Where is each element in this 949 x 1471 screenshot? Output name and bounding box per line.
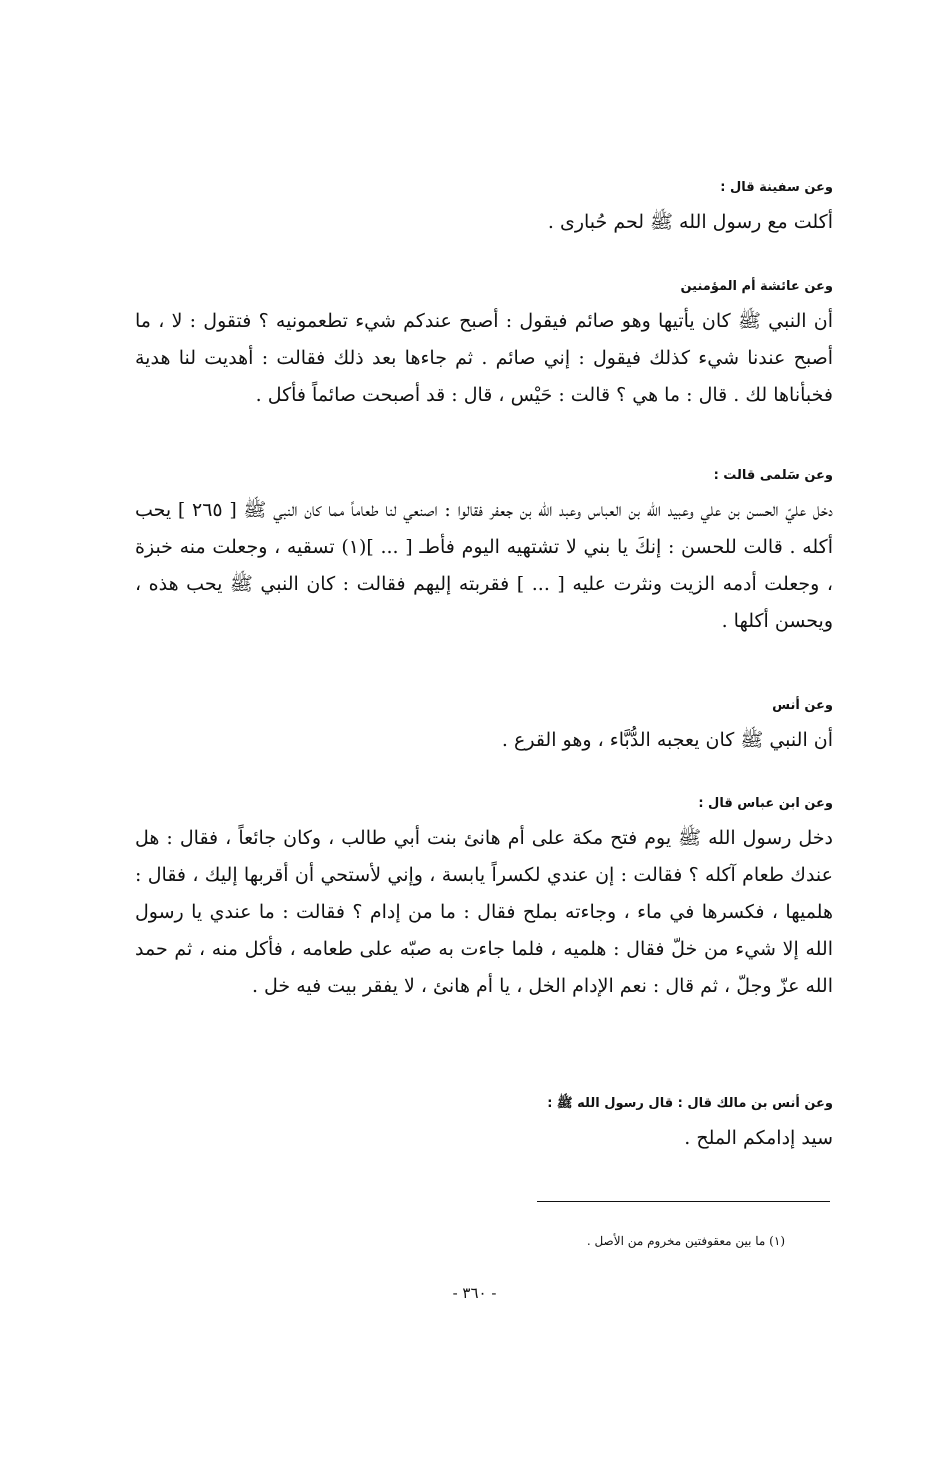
section-aisha <box>135 277 833 414</box>
section-heading: وعن سفينة قال : <box>720 180 833 195</box>
footnote: (١) ما بين معقوفتين مخروم من الأصل . <box>586 1234 785 1248</box>
section-text: دخل عليّ الحسن بن علي وعبيد الله بن العباس وعبد الله بن جعفر فقالوا : اصنعي لنا طعاماً مما كان النبي ﷺ [ ٢٦٥ ] يحب أكله . قالت للحسن : إنكَ يا بني لا تشتهيه اليوم فأطـ [ ... ](١) تسقيه ، وجعلت منه خبزة ، وجعلت أدمه الزيت ونثرت عليه [ ... ] فقربته إليهم فقالت : كان النبي ﷺ يحب هذه ، ويحسن أكلها . <box>135 499 834 632</box>
footnote-divider <box>537 1201 830 1202</box>
section-anas-bin-malik <box>135 1094 833 1157</box>
section-ibn-abbas <box>135 794 833 1005</box>
section-text: أن النبي ﷺ كان يعجبه الدُّبَّاء ، وهو القرع . <box>501 729 833 751</box>
section-text: دخل رسول الله ﷺ يوم فتح مكة على أم هانئ بنت أبي طالب ، وكان جائعاً ، فقال : هل عندك طعام آكله ؟ فقالت : إن عندي لكسراً يابسة ، وإني لأستحي أن أقربها إليك ، فقال : هلميها ، فكسرها في ماء ، وجاءته بملح فقال : ما من إدام ؟ فقالت : ما عندي يا رسول الله إلا شيء من خلّ فقال : هلميه ، فلما جاءت به صبّه على طعامه ، فأكل منه ، ثم حمد الله عزّ وجلّ ، ثم قال : نعم الإدام الخل ، يا أم هانئ ، لا يفقر بيت فيه خل . <box>135 827 833 997</box>
section-text: سيد إدامكم الملح . <box>684 1127 833 1149</box>
section-heading: وعن أنس <box>772 698 833 713</box>
section-heading: وعن عائشة أم المؤمنين <box>680 279 833 294</box>
section-heading: وعن أنس بن مالك قال : قال رسول الله ﷺ : <box>547 1096 833 1111</box>
section-text: أكلت مع رسول الله ﷺ لحم حُبارى . <box>547 211 833 233</box>
section-salma <box>135 466 833 640</box>
section-heading: وعن سَلمى قالت : <box>713 468 833 483</box>
page-number: - ٣٦٠ - <box>452 1284 497 1302</box>
section-anas <box>135 696 833 759</box>
section-text: أن النبي ﷺ كان يأتيها وهو صائم فيقول : أصبح عندكم شيء تطعمونيه ؟ فتقول : لا ، ما أصبح عندنا شيء كذلك فيقول : إني صائم . ثم جاءها بعد ذلك فقالت : أهديت لنا هدية فخبأناها لك . قال : ما هي ؟ قالت : حَيْس ، قال : قد أصبحت صائماً فأكل . <box>135 310 833 406</box>
section-heading: وعن ابن عباس قال : <box>698 796 833 811</box>
section-safina <box>135 178 833 241</box>
